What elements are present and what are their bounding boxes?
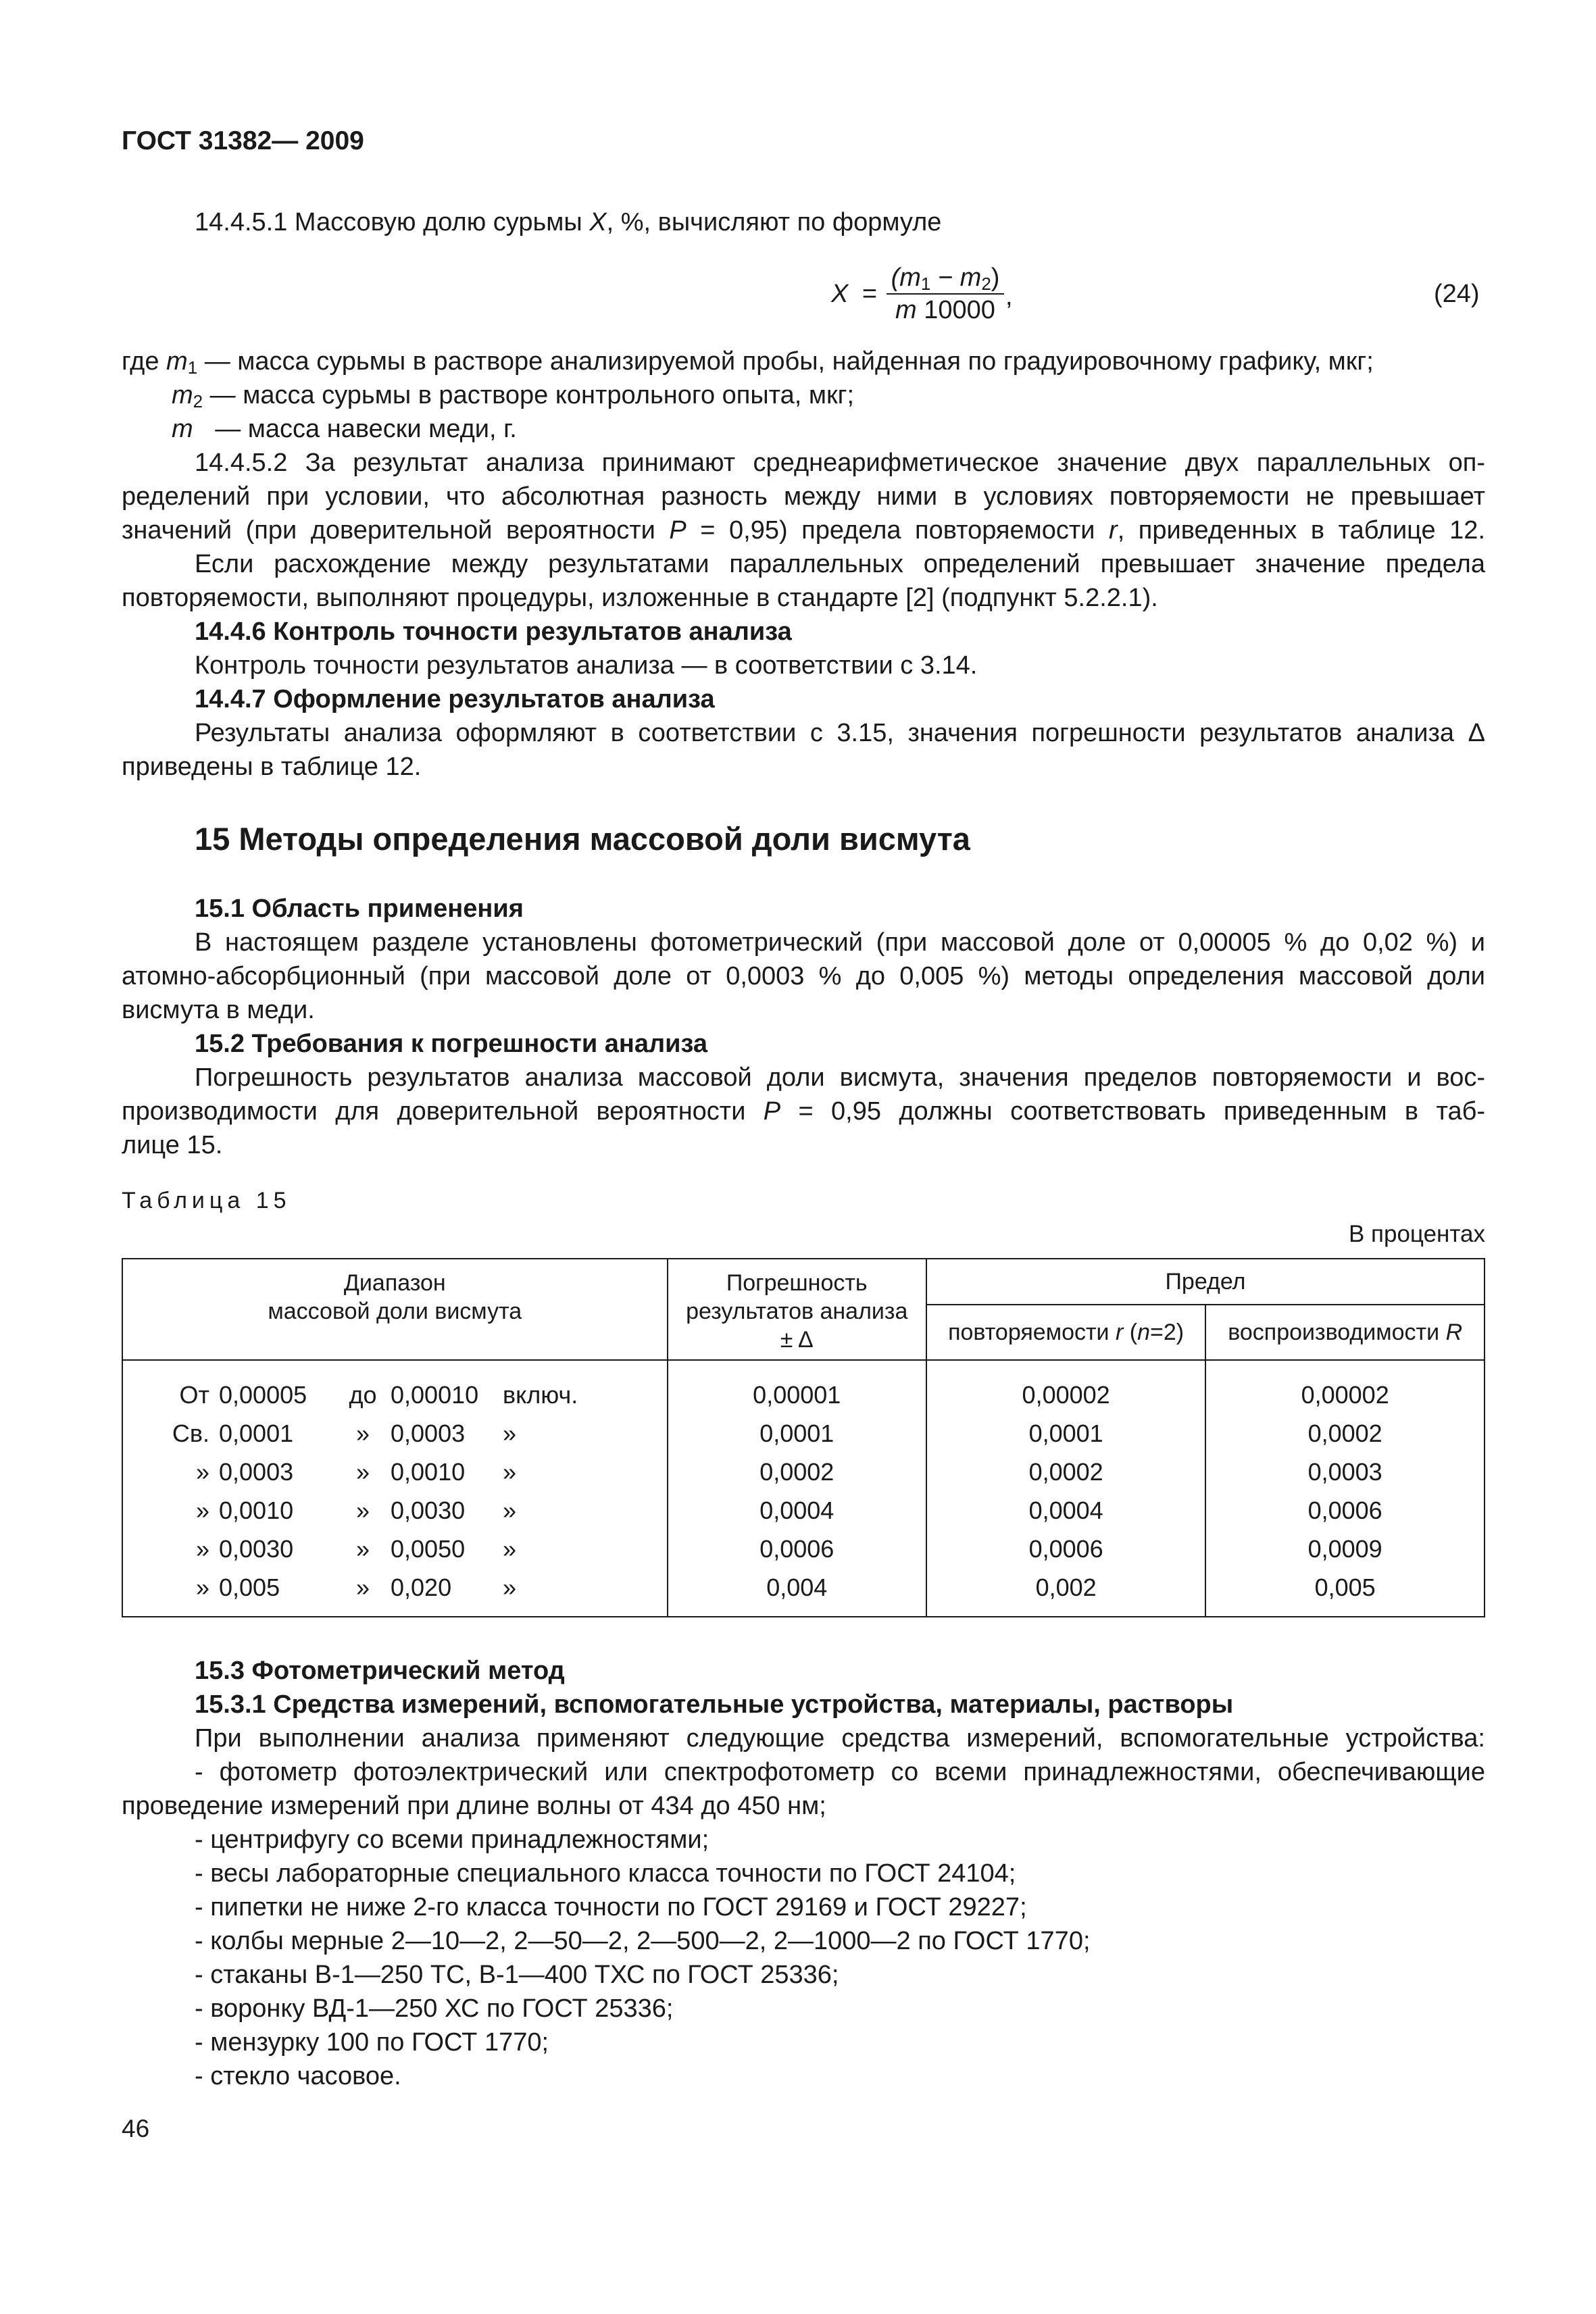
list-item: - фотометр фотоэлектрический или спектрофотометр со всеми принадлежностями, обеспечивающие <box>195 1758 1485 1786</box>
paragraph-15-1-line-2: атомно-абсорбционный (при массовой доле от 0,0003 % до 0,005 %) методы определения массовой доли <box>122 962 1485 990</box>
variable: m <box>172 381 193 409</box>
list-item: - стаканы В-1—250 ТС, В-1—400 ТХС по ГОСТ 25336; <box>195 1961 839 1989</box>
cell-reproducibility: 0,0002 <box>1205 1414 1485 1453</box>
variable: R <box>1445 1319 1463 1345</box>
text: — масса сурьмы в растворе анализируемой пробы, найденная по градуировочному графику, мкг; <box>197 347 1374 376</box>
range-end: включ. <box>503 1380 578 1409</box>
range-prefix: » <box>195 1573 209 1601</box>
range-prefix: » <box>195 1534 209 1563</box>
variable: m <box>166 347 188 376</box>
range-prefix: От <box>179 1380 209 1409</box>
text: — масса сурьмы в растворе контрольного опыта, мкг; <box>203 381 855 409</box>
range-from: 0,00005 <box>219 1380 307 1409</box>
paragraph-14-4-5-2-line-2: ределений при условии, что абсолютная разность между ними в условиях повторяемости не превышает <box>122 482 1485 511</box>
range-mid: » <box>355 1573 370 1601</box>
header-repeatability <box>926 1305 1205 1360</box>
subscript: 2 <box>981 274 991 294</box>
text: — масса навески меди, г. <box>207 415 517 443</box>
text: , приведенных в таблице 12. <box>1117 516 1486 545</box>
table-row <box>122 1360 1485 1414</box>
text: , %, вычисляют по формуле <box>606 208 942 236</box>
variable: X <box>589 208 607 236</box>
paragraph-14-4-7-line-2: приведены в таблице 12. <box>122 753 422 781</box>
range-from: 0,0001 <box>219 1419 294 1447</box>
header-text: ± Δ <box>780 1327 814 1353</box>
range-mid: » <box>355 1419 370 1447</box>
text: 10000 <box>916 296 995 324</box>
list-item-continuation: проведение измерений при длине волны от 434 до 450 нм; <box>122 1792 826 1820</box>
formula-fraction <box>887 262 1004 326</box>
formula-denominator <box>887 295 1004 326</box>
range-end: » <box>503 1496 517 1524</box>
cell-error: 0,0006 <box>668 1530 926 1568</box>
subscript: 1 <box>187 357 198 378</box>
cell-repeatability: 0,002 <box>926 1568 1205 1617</box>
heading-15-1: 15.1 Область применения <box>195 895 524 923</box>
heading-15-3-1: 15.3.1 Средства измерений, вспомогательные устройства, материалы, растворы <box>195 1690 1234 1719</box>
table-row <box>122 1414 1485 1453</box>
variable: n <box>1137 1319 1151 1345</box>
range-to: 0,00010 <box>391 1380 479 1409</box>
where-line-1 <box>122 345 1485 378</box>
text: (m <box>891 263 921 292</box>
text: − m <box>930 263 982 292</box>
document-code: ГОСТ 31382— 2009 <box>122 126 364 155</box>
paragraph-14-4-5-1 <box>122 205 1485 239</box>
variable: r <box>1109 516 1118 545</box>
range-to: 0,020 <box>391 1573 452 1601</box>
formula-lhs: X <box>831 280 849 308</box>
where-line-3 <box>122 412 1535 446</box>
list-item: - колбы мерные 2—10—2, 2—50—2, 2—500—2, 2—1000—2 по ГОСТ 1770; <box>195 1927 1091 1955</box>
paragraph-15-1-line-3: висмута в меди. <box>122 996 315 1024</box>
range-prefix: » <box>195 1457 209 1486</box>
header-error <box>668 1259 926 1360</box>
header-text: массовой доли висмута <box>268 1299 522 1324</box>
header-text: результатов анализа <box>686 1299 908 1324</box>
table-row <box>122 1530 1485 1568</box>
paragraph-15-3-1-intro: При выполнении анализа применяют следующие средства измерений, вспомогательные устройства: <box>195 1724 1485 1753</box>
page-number: 46 <box>122 2115 150 2142</box>
cell-error: 0,004 <box>668 1568 926 1617</box>
list-item: - стекло часовое. <box>195 2062 401 2090</box>
list-item: - центрифугу со всеми принадлежностями; <box>195 1826 709 1854</box>
text: = 0,95 должны соответствовать приведенным в таб- <box>780 1097 1485 1126</box>
header-text: Диапазон <box>343 1270 446 1296</box>
range-to: 0,0030 <box>391 1496 466 1524</box>
paragraph-15-1-line-1: В настоящем разделе установлены фотометрический (при массовой доле от 0,00005 % до 0,02 %) и <box>195 928 1485 957</box>
paragraph-15-2-line-2 <box>122 1095 1485 1128</box>
paragraph-14-4-6: Контроль точности результатов анализа — в соответствии с 3.14. <box>195 651 978 680</box>
range-from: 0,005 <box>219 1573 280 1601</box>
header-range <box>122 1259 668 1360</box>
subscript: 1 <box>920 274 931 294</box>
range-prefix: Св. <box>172 1419 209 1447</box>
cell-range <box>122 1360 668 1414</box>
text: = 0,95) предела повторяемости <box>686 516 1109 545</box>
paragraph-15-2-line-3: лице 15. <box>122 1131 223 1159</box>
text: =2) <box>1150 1319 1184 1345</box>
range-mid: до <box>349 1380 377 1409</box>
formula-comma: , <box>1005 282 1013 311</box>
cell-range <box>122 1568 668 1617</box>
range-mid: » <box>355 1496 370 1524</box>
paragraph-15-2-line-1: Погрешность результатов анализа массовой доли висмута, значения пределов повторяемости и вос- <box>195 1063 1485 1092</box>
text: воспроизводимости <box>1228 1319 1446 1345</box>
range-end: » <box>503 1419 517 1447</box>
range-mid: » <box>355 1457 370 1486</box>
table-units: В процентах <box>1348 1221 1485 1247</box>
list-item: - весы лабораторные специального класса точности по ГОСТ 24104; <box>195 1859 1016 1888</box>
text: ( <box>1123 1319 1138 1345</box>
table-row <box>122 1491 1485 1530</box>
paragraph-14-4-5-2-line-5: повторяемости, выполняют процедуры, изложенные в стандарте [2] (подпункт 5.2.2.1). <box>122 584 1158 612</box>
range-end: » <box>503 1457 517 1486</box>
table-15 <box>122 1258 1485 1617</box>
range-prefix: » <box>195 1496 209 1524</box>
cell-reproducibility: 0,005 <box>1205 1568 1485 1617</box>
paragraph-14-4-7-line-1: Результаты анализа оформляют в соответствии с 3.15, значения погрешности результатов анализа Δ <box>195 719 1485 747</box>
cell-repeatability: 0,0001 <box>926 1414 1205 1453</box>
formula-equals: = <box>862 280 878 308</box>
range-from: 0,0030 <box>219 1534 294 1563</box>
heading-15-2: 15.2 Требования к погрешности анализа <box>195 1030 707 1058</box>
heading-15-3: 15.3 Фотометрический метод <box>195 1657 565 1685</box>
text: производимости для доверительной вероятности <box>122 1097 764 1126</box>
text: повторяемости <box>948 1319 1116 1345</box>
text: 14.4.5.1 Массовую долю сурьмы <box>195 208 590 236</box>
cell-range <box>122 1530 668 1568</box>
header-text: Погрешность <box>726 1270 868 1296</box>
range-end: » <box>503 1573 517 1601</box>
table-row <box>122 1568 1485 1617</box>
range-to: 0,0050 <box>391 1534 466 1563</box>
list-item: - воронку ВД-1—250 ХС по ГОСТ 25336; <box>195 1994 674 2023</box>
cell-range <box>122 1491 668 1530</box>
text: значений (при доверительной вероятности <box>122 516 670 545</box>
range-mid: » <box>355 1534 370 1563</box>
heading-14-4-7: 14.4.7 Оформление результатов анализа <box>195 685 715 713</box>
text: где <box>122 347 167 376</box>
table-caption: Таблица 15 <box>122 1188 291 1213</box>
cell-reproducibility: 0,0006 <box>1205 1491 1485 1530</box>
cell-reproducibility: 0,0009 <box>1205 1530 1485 1568</box>
range-from: 0,0003 <box>219 1457 294 1486</box>
cell-repeatability: 0,0004 <box>926 1491 1205 1530</box>
variable: P <box>669 516 687 545</box>
variable: P <box>763 1097 781 1126</box>
heading-14-4-6: 14.4.6 Контроль точности результатов анализа <box>195 618 792 646</box>
variable: m <box>895 296 917 324</box>
where-line-2 <box>122 378 1535 412</box>
list-item: - мензурку 100 по ГОСТ 1770; <box>195 2028 549 2057</box>
variable: m <box>172 415 193 443</box>
heading-section-15: 15 Методы определения массовой доли висмута <box>195 821 970 857</box>
header-reproducibility <box>1205 1305 1485 1360</box>
cell-error: 0,0001 <box>668 1414 926 1453</box>
range-to: 0,0010 <box>391 1457 466 1486</box>
cell-error: 0,0002 <box>668 1453 926 1491</box>
cell-reproducibility: 0,00002 <box>1205 1360 1485 1414</box>
range-end: » <box>503 1534 517 1563</box>
table-row <box>122 1453 1485 1491</box>
cell-range <box>122 1453 668 1491</box>
text: ) <box>991 263 1000 292</box>
cell-range <box>122 1414 668 1453</box>
cell-error: 0,0004 <box>668 1491 926 1530</box>
formula-number: (24) <box>1434 280 1480 308</box>
cell-repeatability: 0,0006 <box>926 1530 1205 1568</box>
cell-error: 0,00001 <box>668 1360 926 1414</box>
header-limit: Предел <box>926 1259 1485 1305</box>
paragraph-14-4-5-2-line-3 <box>122 513 1485 547</box>
variable: r <box>1116 1319 1124 1345</box>
range-to: 0,0003 <box>391 1419 466 1447</box>
list-item: - пипетки не ниже 2-го класса точности по ГОСТ 29169 и ГОСТ 29227; <box>195 1893 1027 1921</box>
subscript: 2 <box>193 391 203 411</box>
cell-reproducibility: 0,0003 <box>1205 1453 1485 1491</box>
cell-repeatability: 0,0002 <box>926 1453 1205 1491</box>
paragraph-14-4-5-2-line-1: 14.4.5.2 За результат анализа принимают среднеарифметическое значение двух параллельных оп- <box>195 449 1485 477</box>
formula-numerator <box>887 262 1004 295</box>
paragraph-14-4-5-2-line-4: Если расхождение между результатами параллельных определений превышает значение предела <box>195 550 1485 578</box>
cell-repeatability: 0,00002 <box>926 1360 1205 1414</box>
range-from: 0,0010 <box>219 1496 294 1524</box>
